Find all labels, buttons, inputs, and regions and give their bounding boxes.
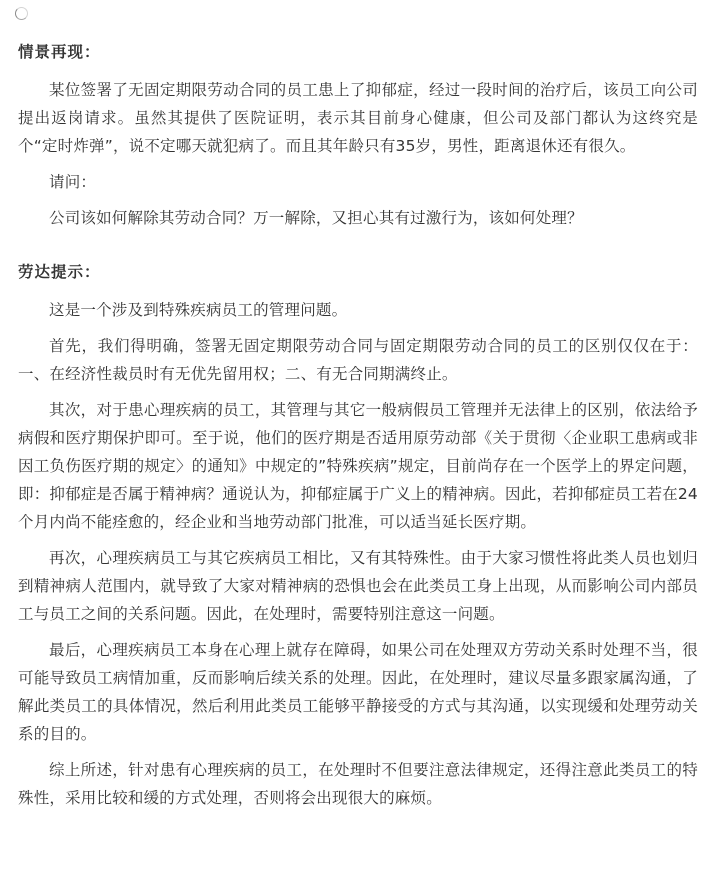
tips-paragraph: 最后，心理疾病员工本身在心理上就存在障碍，如果公司在处理双方劳动关系时处理不当，很可能导致员工病情加重，反而影响后续关系的处理。因此，在处理时，建议尽量多跟家属沟通，了解此类员工的具体情况，然后利用此类员工能够平静接受的方式与其沟通，以实现缓和处理劳动关系的目的。 (18, 641, 698, 743)
tips-paragraph: 首先，我们得明确，签署无固定期限劳动合同与固定期限劳动合同的员工的区别仅仅在于：一、在经济性裁员时有无优先留用权；二、有无合同期满终止。 (18, 337, 698, 383)
section-heading-tips: 劳达提示： (18, 263, 101, 281)
tips-paragraph: 再次，心理疾病员工与其它疾病员工相比，又有其特殊性。由于大家习惯性将此类人员也划归到精神病人范围内，就导致了大家对精神病的恐惧也会在此类员工身上出现，从而影响公司内部员工与员工之间的关系问题。因此，在处理时，需要特别注意这一问题。 (18, 549, 698, 623)
section-tips (18, 258, 698, 812)
article-body (18, 38, 698, 820)
question-paragraph: 公司该如何解除其劳动合同？万一解除，又担心其有过激行为，该如何处理？ (49, 209, 583, 227)
scenario-paragraph: 某位签署了无固定期限劳动合同的员工患上了抑郁症，经过一段时间的治疗后，该员工向公司提出返岗请求。虽然其提供了医院证明，表示其目前身心健康，但公司及部门都认为这终究是个“定时炸弹”，说不定哪天就犯病了。而且其年龄只有35岁，男性，距离退休还有很久。 (18, 81, 698, 155)
question-label: 请问： (49, 173, 97, 191)
tips-paragraph: 其次，对于患心理疾病的员工，其管理与其它一般病假员工管理并无法律上的区别，依法给予病假和医疗期保护即可。至于说，他们的医疗期是否适用原劳动部《关于贯彻〈企业职工患病或非因工负伤医疗期的规定〉的通知》中规定的”特殊疾病”规定，目前尚存在一个医学上的界定问题，即：抑郁症是否属于精神病？通说认为，抑郁症属于广义上的精神病。因此，若抑郁症员工若在24个月内尚不能痊愈的，经企业和当地劳动部门批准，可以适当延长医疗期。 (18, 401, 698, 531)
section-spacer (18, 240, 698, 258)
loading-spinner-icon (15, 7, 28, 20)
section-heading-scenario: 情景再现： (18, 43, 101, 61)
section-scenario (18, 38, 698, 232)
tips-paragraph: 这是一个涉及到特殊疾病员工的管理问题。 (49, 301, 348, 319)
conclusion-paragraph: 综上所述，针对患有心理疾病的员工，在处理时不但要注意法律规定，还得注意此类员工的特殊性，采用比较和缓的方式处理，否则将会出现很大的麻烦。 (18, 761, 698, 807)
